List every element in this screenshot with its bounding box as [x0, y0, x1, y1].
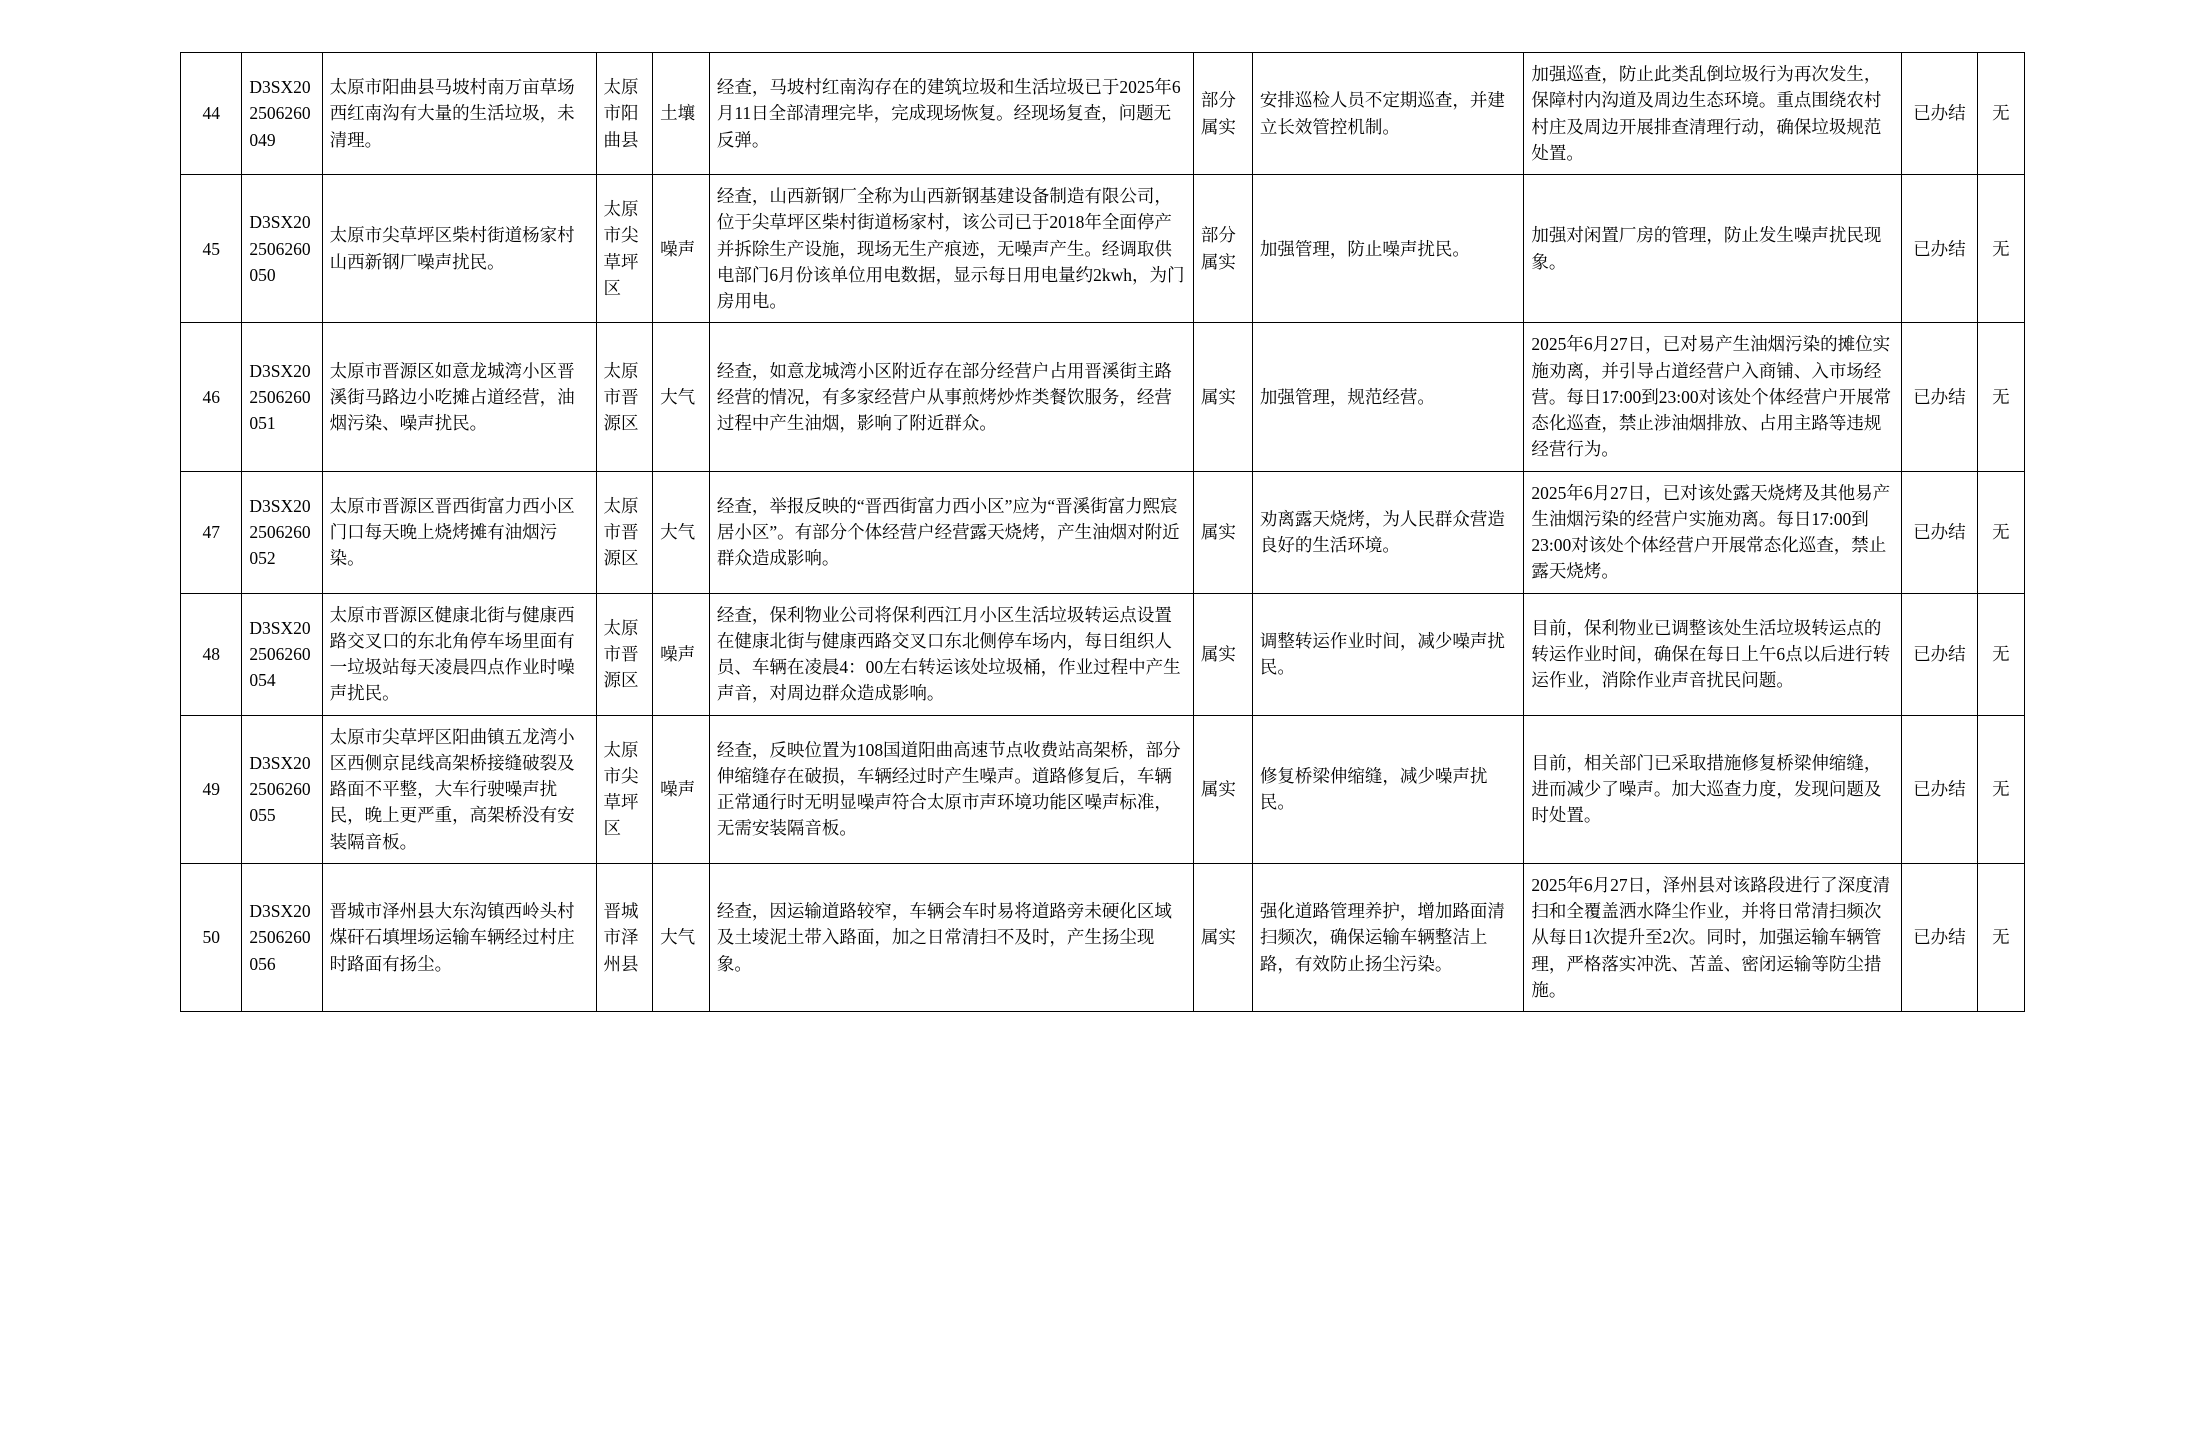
- row-handling: 劝离露天烧烤，为人民群众营造良好的生活环境。: [1252, 471, 1524, 593]
- row-region: 太原市阳曲县: [596, 53, 653, 175]
- row-accountability: 无: [1977, 53, 2024, 175]
- row-index: 47: [181, 471, 242, 593]
- row-description: 太原市晋源区晋西街富力西小区门口每天晚上烧烤摊有油烟污染。: [322, 471, 596, 593]
- row-description: 太原市晋源区健康北街与健康西路交叉口的东北角停车场里面有一垃圾站每天凌晨四点作业时噪声扰民。: [322, 593, 596, 715]
- row-code: D3SX202506260056: [242, 863, 322, 1011]
- row-pollution-type: 噪声: [653, 175, 710, 323]
- row-verification-result: 部分属实: [1193, 175, 1252, 323]
- row-status: 已办结: [1902, 323, 1978, 471]
- row-pollution-type: 大气: [653, 863, 710, 1011]
- row-code: D3SX202506260052: [242, 471, 322, 593]
- row-index: 44: [181, 53, 242, 175]
- row-verification-result: 属实: [1193, 863, 1252, 1011]
- row-accountability: 无: [1977, 863, 2024, 1011]
- row-investigation: 经查，因运输道路较窄，车辆会车时易将道路旁未硬化区域及土堎泥土带入路面，加之日常清扫不及时，产生扬尘现象。: [709, 863, 1193, 1011]
- row-description: 太原市尖草坪区柴村街道杨家村山西新钢厂噪声扰民。: [322, 175, 596, 323]
- row-next-measures: 加强对闲置厂房的管理，防止发生噪声扰民现象。: [1524, 175, 1902, 323]
- row-status: 已办结: [1902, 593, 1978, 715]
- row-region: 太原市晋源区: [596, 323, 653, 471]
- inspection-report-table: [180, 52, 2025, 1012]
- row-accountability: 无: [1977, 175, 2024, 323]
- row-pollution-type: 大气: [653, 323, 710, 471]
- row-accountability: 无: [1977, 593, 2024, 715]
- row-investigation: 经查，马坡村红南沟存在的建筑垃圾和生活垃圾已于2025年6月11日全部清理完毕，完成现场恢复。经现场复查，问题无反弹。: [709, 53, 1193, 175]
- table-row: [181, 53, 2025, 175]
- row-investigation: 经查，反映位置为108国道阳曲高速节点收费站高架桥，部分伸缩缝存在破损，车辆经过时产生噪声。道路修复后，车辆正常通行时无明显噪声符合太原市声环境功能区噪声标准，无需安装隔音板。: [709, 715, 1193, 863]
- row-region: 晋城市泽州县: [596, 863, 653, 1011]
- row-description: 太原市尖草坪区阳曲镇五龙湾小区西侧京昆线高架桥接缝破裂及路面不平整，大车行驶噪声扰民，晚上更严重，高架桥没有安装隔音板。: [322, 715, 596, 863]
- row-investigation: 经查，举报反映的“晋西街富力西小区”应为“晋溪街富力熙宸居小区”。有部分个体经营户经营露天烧烤，产生油烟对附近群众造成影响。: [709, 471, 1193, 593]
- row-status: 已办结: [1902, 175, 1978, 323]
- row-next-measures: 2025年6月27日，已对该处露天烧烤及其他易产生油烟污染的经营户实施劝离。每日17:00到23:00对该处个体经营户开展常态化巡查，禁止露天烧烤。: [1524, 471, 1902, 593]
- row-index: 50: [181, 863, 242, 1011]
- row-description: 太原市阳曲县马坡村南万亩草场西红南沟有大量的生活垃圾，未清理。: [322, 53, 596, 175]
- row-code: D3SX202506260055: [242, 715, 322, 863]
- row-next-measures: 2025年6月27日，泽州县对该路段进行了深度清扫和全覆盖洒水降尘作业，并将日常清扫频次从每日1次提升至2次。同时，加强运输车辆管理，严格落实冲洗、苫盖、密闭运输等防尘措施。: [1524, 863, 1902, 1011]
- row-pollution-type: 噪声: [653, 715, 710, 863]
- row-index: 49: [181, 715, 242, 863]
- row-verification-result: 部分属实: [1193, 53, 1252, 175]
- row-status: 已办结: [1902, 53, 1978, 175]
- row-investigation: 经查，如意龙城湾小区附近存在部分经营户占用晋溪街主路经营的情况，有多家经营户从事煎烤炒炸类餐饮服务，经营过程中产生油烟，影响了附近群众。: [709, 323, 1193, 471]
- row-investigation: 经查，保利物业公司将保利西江月小区生活垃圾转运点设置在健康北街与健康西路交叉口东北侧停车场内，每日组织人员、车辆在凌晨4：00左右转运该处垃圾桶，作业过程中产生声音，对周边群众造成影响。: [709, 593, 1193, 715]
- row-region: 太原市尖草坪区: [596, 175, 653, 323]
- row-region: 太原市尖草坪区: [596, 715, 653, 863]
- row-index: 48: [181, 593, 242, 715]
- row-handling: 调整转运作业时间，减少噪声扰民。: [1252, 593, 1524, 715]
- table-row: [181, 863, 2025, 1011]
- row-next-measures: 目前，保利物业已调整该处生活垃圾转运点的转运作业时间，确保在每日上午6点以后进行转运作业，消除作业声音扰民问题。: [1524, 593, 1902, 715]
- row-verification-result: 属实: [1193, 715, 1252, 863]
- row-handling: 修复桥梁伸缩缝，减少噪声扰民。: [1252, 715, 1524, 863]
- row-handling: 强化道路管理养护，增加路面清扫频次，确保运输车辆整洁上路，有效防止扬尘污染。: [1252, 863, 1524, 1011]
- row-status: 已办结: [1902, 471, 1978, 593]
- table-row: [181, 715, 2025, 863]
- row-index: 45: [181, 175, 242, 323]
- row-code: D3SX202506260054: [242, 593, 322, 715]
- row-code: D3SX202506260051: [242, 323, 322, 471]
- row-description: 太原市晋源区如意龙城湾小区晋溪街马路边小吃摊占道经营，油烟污染、噪声扰民。: [322, 323, 596, 471]
- table-row: [181, 593, 2025, 715]
- row-region: 太原市晋源区: [596, 471, 653, 593]
- row-accountability: 无: [1977, 471, 2024, 593]
- row-investigation: 经查，山西新钢厂全称为山西新钢基建设备制造有限公司，位于尖草坪区柴村街道杨家村，该公司已于2018年全面停产并拆除生产设施，现场无生产痕迹，无噪声产生。经调取供电部门6月份该单位用电数据，显示每日用电量约2kwh，为门房用电。: [709, 175, 1193, 323]
- row-next-measures: 目前，相关部门已采取措施修复桥梁伸缩缝，进而减少了噪声。加大巡查力度，发现问题及时处置。: [1524, 715, 1902, 863]
- row-handling: 加强管理，规范经营。: [1252, 323, 1524, 471]
- row-handling: 安排巡检人员不定期巡查，并建立长效管控机制。: [1252, 53, 1524, 175]
- row-code: D3SX202506260050: [242, 175, 322, 323]
- table-body: [181, 53, 2025, 1012]
- row-verification-result: 属实: [1193, 593, 1252, 715]
- row-pollution-type: 噪声: [653, 593, 710, 715]
- table-row: [181, 471, 2025, 593]
- row-index: 46: [181, 323, 242, 471]
- row-accountability: 无: [1977, 715, 2024, 863]
- row-verification-result: 属实: [1193, 323, 1252, 471]
- row-next-measures: 加强巡查，防止此类乱倒垃圾行为再次发生，保障村内沟道及周边生态环境。重点围绕农村村庄及周边开展排查清理行动，确保垃圾规范处置。: [1524, 53, 1902, 175]
- row-pollution-type: 大气: [653, 471, 710, 593]
- row-verification-result: 属实: [1193, 471, 1252, 593]
- table-row: [181, 175, 2025, 323]
- row-status: 已办结: [1902, 715, 1978, 863]
- row-accountability: 无: [1977, 323, 2024, 471]
- row-description: 晋城市泽州县大东沟镇西岭头村煤矸石填埋场运输车辆经过村庄时路面有扬尘。: [322, 863, 596, 1011]
- row-pollution-type: 土壤: [653, 53, 710, 175]
- row-region: 太原市晋源区: [596, 593, 653, 715]
- row-next-measures: 2025年6月27日，已对易产生油烟污染的摊位实施劝离，并引导占道经营户入商铺、入市场经营。每日17:00到23:00对该处个体经营户开展常态化巡查，禁止涉油烟排放、占用主路等违规经营行为。: [1524, 323, 1902, 471]
- row-handling: 加强管理，防止噪声扰民。: [1252, 175, 1524, 323]
- row-status: 已办结: [1902, 863, 1978, 1011]
- table-row: [181, 323, 2025, 471]
- row-code: D3SX202506260049: [242, 53, 322, 175]
